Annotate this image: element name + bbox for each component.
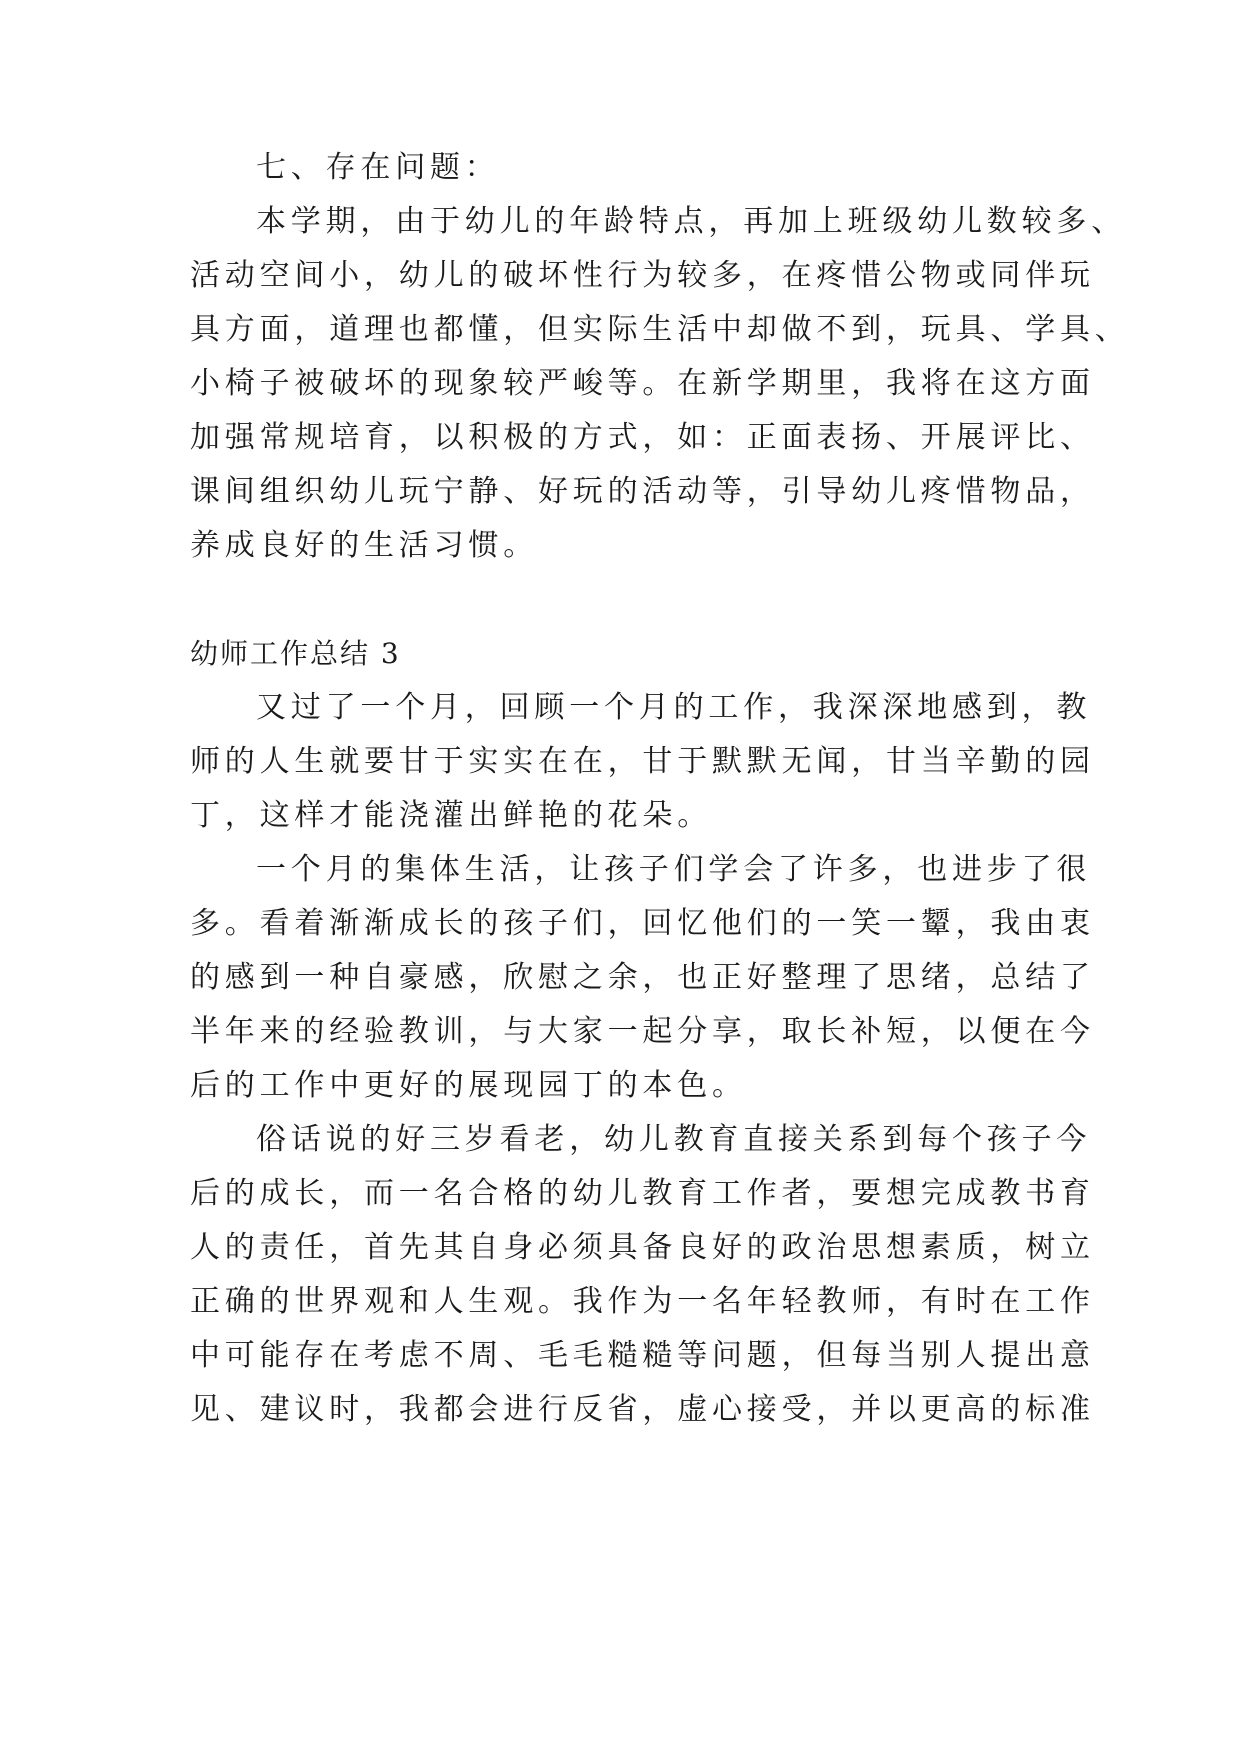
paragraph-line: 正确的世界观和人生观。我作为一名年轻教师，有时在工作 <box>190 1284 1095 1319</box>
paragraph-line: 后的成长，而一名合格的幼儿教育工作者，要想完成教书育 <box>190 1176 1095 1211</box>
paragraph-line: 加强常规培育，以积极的方式，如：正面表扬、开展评比、 <box>190 420 1095 455</box>
paragraph-line: 半年来的经验教训，与大家一起分享，取长补短，以便在今 <box>190 1014 1095 1049</box>
section-title: 七、存在问题： <box>256 150 500 185</box>
paragraph-line: 师的人生就要甘于实实在在，甘于默默无闻，甘当辛勤的园 <box>190 744 1095 779</box>
paragraph-line: 后的工作中更好的展现园丁的本色。 <box>190 1068 747 1103</box>
paragraph-line: 养成良好的生活习惯。 <box>190 528 538 563</box>
document-heading: 幼师工作总结 3 <box>190 637 401 670</box>
paragraph-line: 活动空间小，幼儿的破坏性行为较多，在疼惜公物或同伴玩 <box>190 258 1095 293</box>
paragraph-line: 多。看着渐渐成长的孩子们，回忆他们的一笑一颦，我由衷 <box>190 906 1095 941</box>
paragraph-line: 人的责任，首先其自身必须具备良好的政治思想素质，树立 <box>190 1230 1095 1265</box>
paragraph-line: 课间组织幼儿玩宁静、好玩的活动等，引导幼儿疼惜物品， <box>190 474 1095 509</box>
paragraph-line: 的感到一种自豪感，欣慰之余，也正好整理了思绪，总结了 <box>190 960 1095 995</box>
paragraph-line: 具方面，道理也都懂，但实际生活中却做不到，玩具、学具、 <box>190 312 1130 347</box>
paragraph-line: 中可能存在考虑不周、毛毛糙糙等问题，但每当别人提出意 <box>190 1338 1095 1373</box>
paragraph-line: 小椅子被破坏的现象较严峻等。在新学期里，我将在这方面 <box>190 366 1095 401</box>
paragraph-line: 俗话说的好三岁看老，幼儿教育直接关系到每个孩子今 <box>256 1122 1092 1157</box>
paragraph-line: 本学期，由于幼儿的年龄特点，再加上班级幼儿数较多、 <box>256 204 1126 239</box>
paragraph-line: 见、建议时，我都会进行反省，虚心接受，并以更高的标准 <box>190 1392 1095 1427</box>
paragraph-line: 又过了一个月，回顾一个月的工作，我深深地感到，教 <box>256 690 1092 725</box>
paragraph-line: 一个月的集体生活，让孩子们学会了许多，也进步了很 <box>256 852 1092 887</box>
paragraph-line: 丁，这样才能浇灌出鲜艳的花朵。 <box>190 798 712 833</box>
